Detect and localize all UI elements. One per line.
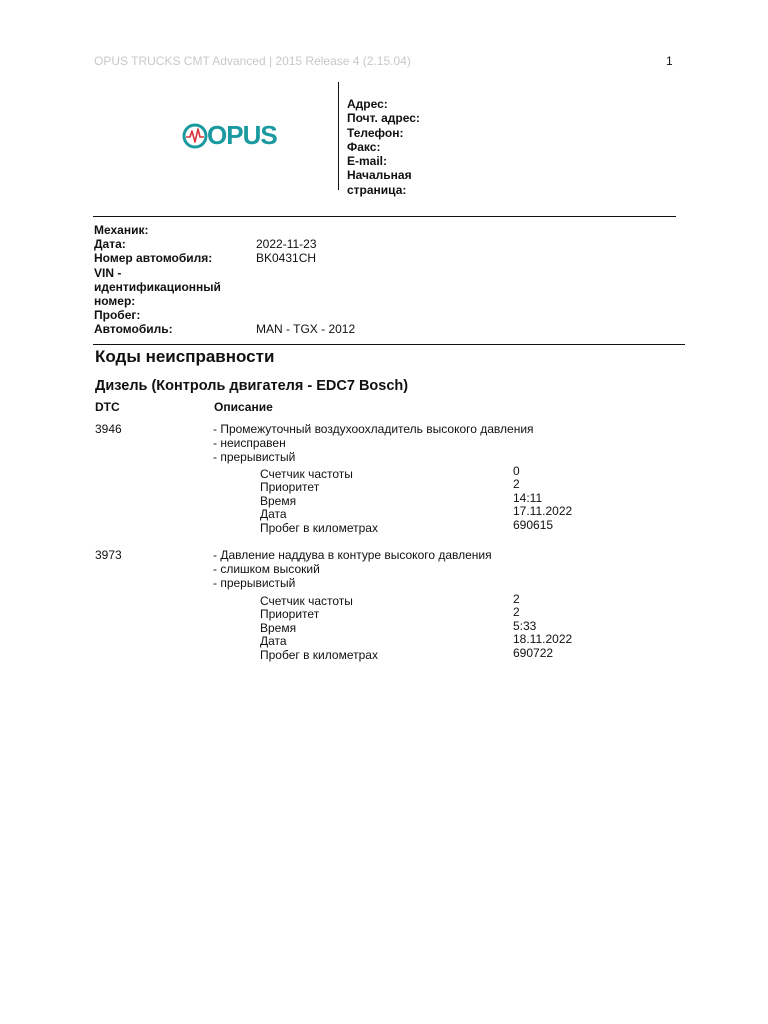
logo-text: OPUS [207, 120, 277, 150]
homepage-label-line2: страница: [347, 182, 407, 197]
header-divider [338, 82, 339, 190]
date-label: Дата: [94, 237, 126, 252]
detail-label: Дата [260, 634, 287, 649]
detail-value: 690722 [513, 645, 554, 660]
vin-label-line1: VIN - [94, 265, 122, 280]
detail-value: 14:11 [513, 490, 543, 505]
description-line: - слишком высокий [213, 562, 320, 576]
plate-row [94, 251, 355, 265]
mileage-label: Пробег: [94, 308, 141, 323]
detail-value: 2 [513, 477, 520, 492]
vehicle-info [94, 223, 355, 337]
description-line: - Промежуточный воздухоохладитель высокого давления [213, 422, 534, 436]
vehicle-row [94, 322, 355, 336]
detail-labels [260, 595, 378, 662]
vehicle-label: Автомобиль: [94, 322, 173, 337]
vin-label-line3: номер: [94, 294, 136, 309]
page-number: 1 [666, 54, 673, 68]
detail-value: 2 [513, 592, 520, 606]
description-line: - Давление наддува в контуре высокого давления [213, 548, 492, 562]
detail-value: 5:33 [513, 618, 537, 633]
detail-label: Счетчик частоты [260, 594, 353, 608]
detail-label: Пробег в километрах [260, 520, 378, 535]
dtc-description [213, 548, 492, 590]
vin-row [94, 266, 355, 309]
column-header-description: Описание [214, 400, 273, 414]
detail-label: Приоритет [260, 480, 320, 495]
detail-value: 0 [513, 464, 520, 478]
subsection-title: Дизель (Контроль двигателя - EDC7 Bosch) [95, 378, 409, 394]
detail-value: 690615 [513, 517, 554, 532]
plate-value: BK0431CH [256, 251, 317, 266]
date-row [94, 237, 355, 251]
detail-values [513, 465, 572, 532]
description-line: - прерывистый [213, 576, 296, 590]
column-header-dtc: DTC [95, 400, 120, 414]
description-line: - неисправен [213, 436, 286, 450]
phone-label: Телефон: [347, 125, 404, 140]
detail-label: Время [260, 493, 297, 508]
vin-label-line2: идентификационный [94, 279, 221, 294]
dtc-code: 3946 [95, 422, 122, 436]
opus-logo [182, 119, 277, 155]
detail-label: Приоритет [260, 607, 320, 622]
detail-value: 17.11.2022 [513, 504, 573, 519]
detail-labels [260, 468, 378, 535]
dtc-description [213, 422, 534, 464]
email-label: E-mail: [347, 154, 388, 169]
mechanic-row [94, 223, 355, 237]
report-app-title: OPUS TRUCKS CMT Advanced | 2015 Release 4 (2.15.04) [94, 54, 411, 68]
mechanic-label: Механик: [94, 223, 149, 237]
dtc-code: 3973 [95, 548, 122, 562]
divider-top [93, 216, 676, 217]
date-value: 2022-11-23 [256, 237, 317, 252]
homepage-label-line1: Начальная [347, 168, 412, 183]
section-title: Коды неисправности [95, 347, 275, 366]
detail-label: Дата [260, 507, 287, 522]
detail-label: Счетчик частоты [260, 467, 353, 481]
detail-label: Пробег в километрах [260, 647, 378, 662]
description-line: - прерывистый [213, 450, 296, 464]
detail-values [513, 593, 572, 660]
mileage-row [94, 308, 355, 322]
detail-value: 2 [513, 605, 520, 620]
address-label: Адрес: [347, 97, 388, 111]
plate-label: Номер автомобиля: [94, 251, 213, 266]
detail-label: Время [260, 620, 297, 635]
detail-value: 18.11.2022 [513, 632, 573, 647]
postal-address-label: Почт. адрес: [347, 111, 420, 126]
divider-section [93, 344, 685, 345]
contact-block [347, 97, 420, 197]
vin-label [94, 266, 256, 309]
fax-label: Факс: [347, 139, 381, 154]
vehicle-value: MAN - TGX - 2012 [256, 322, 356, 337]
